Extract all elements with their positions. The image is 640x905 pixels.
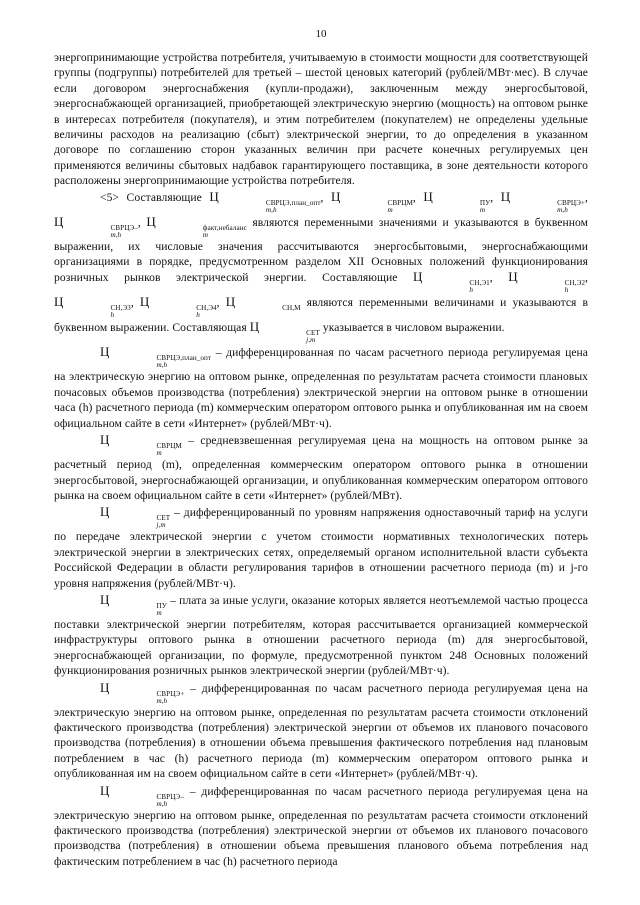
note-5-paragraph: <5> Составляющие Ц СВРЦЭ,план_опт m,h , Ц СВРЦМ m , Ц ПУ m , Ц СВРЦЭ+ m,h , Ц СВРЦЭ– m,h , Ц факт,небаланс m являются переменными значениями и указываются в буквенном выражении, их числовые значения рассчитываются энергосбытовыми, энергоснабжающими организациями в порядке, предусмотренном разделом XII Основных положений функционирования розничных рынков электрической энергии. Составляющие Ц СН,Э1 h , Ц СН,Э2 h , Ц СН,Э3 h , Ц СН,Э4 h , Ц СН,М являются переменными величинами и указываются в буквенном выражении. Составляющая Ц СЕТ j,m указывается в числовом выражении. [54, 188, 589, 345]
symbol-fact-nebalans: Ц факт,небаланс m [146, 213, 247, 239]
symbol-sn-e1: Ц СН,Э1 h [412, 269, 490, 295]
note-5-text-2: являются переменными величинами и указываются в буквенном выражении. Составляющая [54, 296, 589, 335]
symbol-sn-e2: Ц СН,Э2 h [508, 269, 586, 295]
page-number: 10 [315, 28, 327, 40]
symbol-svrce-minus: Ц СВРЦЭ– m,h [54, 213, 138, 239]
definition-svrcm [54, 432, 588, 503]
definition-symbol: Ц ПУ m [100, 591, 167, 617]
symbol-sn-e3: Ц СН,Э3 h [54, 294, 131, 320]
symbol-sn-e4: Ц СН,Э4 h [139, 294, 217, 320]
definition-text: – дифференцированный по уровням напряжения одноставочный тариф на услуги по передаче электрической энергии с учетом стоимости нормативных технологических потерь электрической энергии в электрических сетях, определяемый органом исполнительной власти субъекта Российской Федерации в области регулирования тарифов в отношении расчетного периода (m) и j-го уровня напряжения (рублей/МВт·ч). [54, 506, 588, 590]
note-5-text-1: являются переменными значениями и указываются в буквенном выражении, их числовые значения рассчитываются энергосбытовыми, энергоснабжающими организациями в порядке, предусмотренном разделом XII Основных положений функционирования розничных рынков электрической энергии. Составляющие [54, 215, 588, 285]
symbol-set: Ц СЕТ j,m [249, 319, 320, 345]
definition-symbol: Ц СВРЦЭ– m,h [100, 782, 184, 808]
definition-symbol: Ц СВРЦЭ,план_опт m,h [100, 344, 212, 370]
definition-symbol: Ц СВРЦМ m [100, 432, 182, 458]
symbol-pu: Ц ПУ m [423, 188, 491, 214]
definition-text: – дифференцированная по часам расчетного периода регулируемая цена на электрическую энергию на оптовом рынке, определенная по результатам расчета стоимости плановых почасовых объемов производства (потребления) электрической энергии на оптовом рынке в отношении часа (h) расчетного периода (m) коммерческим оператором оптового рынка и опубликованная им на своем официальном сайте в сети «Интернет» (рублей/МВт·ч). [54, 346, 588, 430]
definition-svrce-plus [54, 680, 588, 782]
definition-text: – дифференцированная по часам расчетного периода регулируемая цена на электрическую энергию на оптовом рынке, определенная по результатам расчета стоимости отклонений фактического производства (потребления) электрической энергии от объемов их планового почасового производства (потребления) в отношении объема превышения планового объема потребления над фактическим потреблением в час (h) расчетного периода [54, 784, 588, 868]
symbol-svrcm: Ц СВРЦМ m [331, 188, 413, 214]
symbol-sn-m: Ц СН,М [225, 294, 301, 313]
definition-symbol: Ц СВРЦЭ+ m,h [100, 679, 185, 705]
definition-pu [54, 592, 588, 679]
definition-text: – плата за иные услуги, оказание которых является неотъемлемой частью процесса поставки электрической энергии потребителям, которая рассчитывается организацией коммерческой инфраструктуры оптового рынка в отношении расчетного периода (m) для энергосбытовой, энергоснабжающей организации, по формуле, предусмотренной пунктом 248 Основных положений функционирования розничных рынков электрической энергии (рублей/МВт·ч). [54, 593, 588, 678]
definition-svrce-minus [54, 783, 588, 870]
note-5-prefix: <5> Составляющие [100, 190, 202, 204]
symbol-svrce-plan: Ц СВРЦЭ,план_опт m,h [209, 188, 321, 214]
definition-set [54, 504, 588, 591]
symbol-svrce-plus: Ц СВРЦЭ+ m,h [500, 188, 586, 214]
definition-svrce-plan [54, 344, 588, 431]
definition-text: – дифференцированная по часам расчетного периода регулируемая цена на электрическую энергию на оптовом рынке, определенная по результатам расчета стоимости отклонений фактического производства (потребления) электрической энергии от объемов их планового почасового производства (потребления) в отношении объема превышения фактического потребления над плановым потреблением в час (h) расчетного периода (m) коммерческим оператором оптового рынка и опубликованная им на своем официальном сайте в сети «Интернет» (рублей/МВт·ч). [54, 681, 588, 781]
intro-paragraph: энергопринимающие устройства потребителя, учитываемую в стоимости мощности для соответствующей группы (подгруппы) потребителей для третьей – шестой ценовых категорий (рублей/МВт·мес). В случае если договором энергоснабжения (купли-продажи), заключенным между энергосбытовой, энергоснабжающей организацией, приобретающей электрическую энергию (мощность) на оптовом рынке в интересах потребителя (покупателя), и этим потребителем (покупателем) не определены удельные величины расходов на реализацию (сбыт) электрической энергии, то до определения в указанном договоре по соглашению сторон указанных величин при расчете конечных регулируемых цен применяются величины сбытовых надбавок гарантирующего поставщика, в зоне деятельности которого расположены энергопринимающие устройства потребителя. [54, 51, 588, 188]
definition-symbol: Ц СЕТ j,m [100, 504, 171, 530]
note-5-text-3: указывается в числовом выражении. [322, 321, 505, 335]
definition-text: – средневзвешенная регулируемая цена на мощность на оптовом рынке за расчетный период (m), определенная коммерческим оператором оптового рынка в отношении энергосбытовой, энергоснабжающей организации, и опубликованная коммерческим оператором оптового рынка на своем официальном сайте в сети «Интернет» (рублей/МВт). [54, 434, 588, 502]
